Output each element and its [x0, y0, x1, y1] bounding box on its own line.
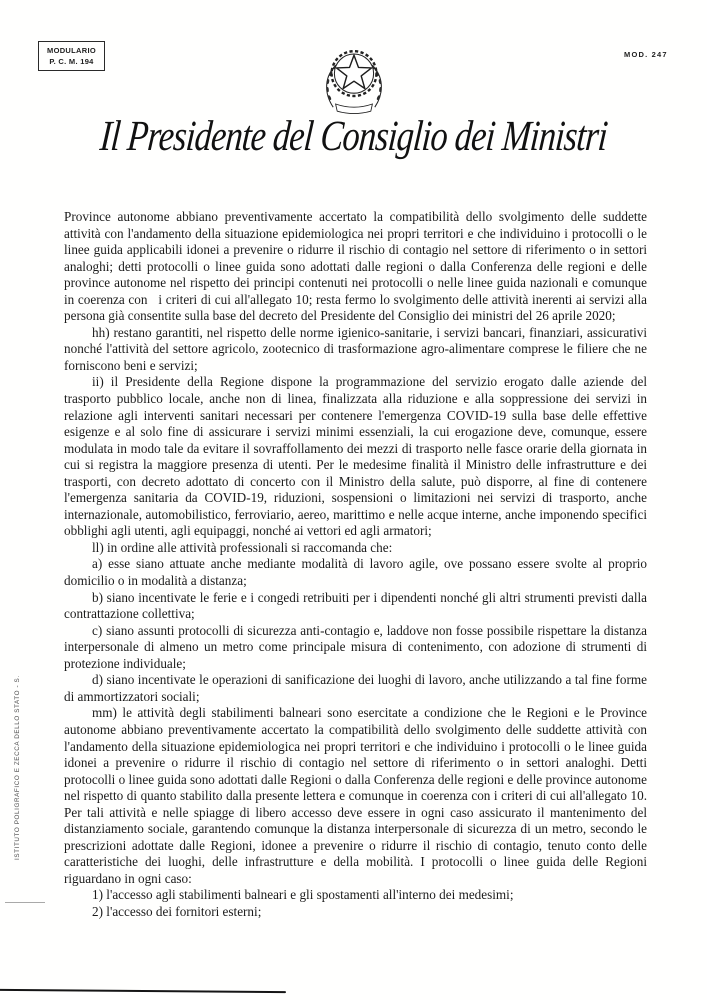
body-paragraph: a) esse siano attuate anche mediante modalità di lavoro agile, ove possano essere svolte al proprio domicilio o in modalità a distanza;	[64, 556, 647, 589]
body-paragraph: c) siano assunti protocolli di sicurezza anti-contagio e, laddove non fosse possibile rispettare la distanza interpersonale di almeno un metro come principale misura di contenimento, con adozione di strumenti di protezione individuale;	[64, 622, 647, 671]
scan-edge-artifact	[0, 989, 286, 993]
page-title-text: Il Presidente del Consiglio dei Ministri	[98, 113, 609, 160]
document-body	[64, 209, 647, 921]
body-paragraph: ll) in ordine alle attività professionali si raccomanda che:	[92, 539, 393, 555]
body-paragraph: hh) restano garantiti, nel rispetto delle norme igienico-sanitarie, i servizi bancari, finanziari, assicurativi nonché l'attività del settore agricolo, zootecnico di trasformazione agro-alimentare comprese le filiere che ne forniscono beni e servizi;	[64, 324, 647, 373]
body-paragraph: Province autonome abbiano preventivamente accertato la compatibilità dello svolgimento delle suddette attività con l'andamento della situazione epidemiologica nei propri territori e che individuino i protocolli o le linee guida applicabili idonei a prevenire o ridurre il rischio di contagio nel settore di riferimento o in settori analoghi; detti protocolli o linee guida sono adottati dalle regioni o dalla Conferenza delle regioni e delle province autonome nel rispetto dei principi contenuti nei protocolli o nelle linee guida nazionali e comunque in coerenza con i criteri di cui all'allegato 10; resta fermo lo svolgimento delle attività inerenti ai servizi alla persona già consentite sulla base del decreto del Presidente del Consiglio dei ministri del 26 aprile 2020;	[64, 209, 647, 324]
modulario-label: MODULARIO	[47, 46, 96, 55]
modulario-number: P. C. M. 194	[49, 57, 94, 67]
body-paragraph: mm) le attività degli stabilimenti balneari sono esercitate a condizione che le Regioni e le Province autonome abbiano preventivamente accertato la compatibilità dello svolgimento delle suddette attività con l'andamento della situazione epidemiologica nei propri territori e che individuino i protocolli o le linee guida idonei a prevenire o ridurre il rischio di contagio nel settore di riferimento o in settori analoghi. Detti protocolli o linee guida sono adottati dalle Regioni o dalla Conferenza delle regioni e delle province autonome nel rispetto di quanto stabilito dalla presente lettera e comunque in coerenza con i criteri di cui all'allegato 10. Per tali attività e nelle spiagge di libero accesso deve essere in ogni caso assicurato il mantenimento del distanziamento sociale, garantendo comunque la distanza interpersonale di sicurezza di un metro, secondo le prescrizioni adottate dalle Regioni, idonee a prevenire o ridurre il rischio di contagio, tenuto conto delle caratteristiche dei luoghi, delle infrastrutture e della mobilità. I protocolli o linee guida delle Regioni riguardano in ogni caso:	[64, 705, 647, 886]
mod-number-label: MOD. 247	[624, 50, 668, 59]
body-paragraph: 2) l'accesso dei fornitori esterni;	[92, 903, 262, 919]
margin-tick-mark	[5, 902, 45, 903]
body-paragraph: 1) l'accesso agli stabilimenti balneari e gli spostamenti all'interno dei medesimi;	[92, 887, 514, 903]
printer-mark-label: ISTITUTO POLIGRAFICO E ZECCA DELLO STATO - S.	[14, 675, 21, 860]
body-paragraph: ii) il Presidente della Regione dispone la programmazione del servizio erogato dalle aziende del trasporto pubblico locale, anche non di linea, finalizzata alla riduzione e alla soppressione dei servizi in relazione agli interventi sanitari necessari per contenere l'emergenza COVID-19 sulla base delle effettive esigenze e al solo fine di assicurare i servizi minimi essenziali, la cui erogazione deve, comunque, essere modulata in modo tale da evitare il sovraffollamento dei mezzi di trasporto nelle fasce orarie della giornata in cui si registra la maggiore presenza di utenti. Per le medesime finalità il Ministro delle infrastrutture e dei trasporti, con decreto adottato di concerto con il Ministro della salute, può disporre, al fine di contenere l'emergenza sanitaria da COVID-19, riduzioni, sospensioni o limitazioni nei servizi di trasporto, anche internazionale, automobilistico, ferroviario, aereo, marittimo e nelle acque interne, anche imponendo specifici obblighi agli utenti, agli equipaggi, nonché ai vettori ed agli armatori;	[64, 374, 647, 539]
page-title	[0, 112, 707, 161]
modulario-box	[38, 41, 105, 71]
body-paragraph: b) siano incentivate le ferie e i congedi retribuiti per i dipendenti nonché gli altri strumenti previsti dalla contrattazione collettiva;	[64, 589, 647, 622]
body-paragraph: d) siano incentivate le operazioni di sanificazione dei luoghi di lavoro, anche utilizzando a tal fine forme di ammortizzatori sociali;	[64, 672, 647, 704]
italian-republic-emblem-icon	[314, 40, 394, 116]
